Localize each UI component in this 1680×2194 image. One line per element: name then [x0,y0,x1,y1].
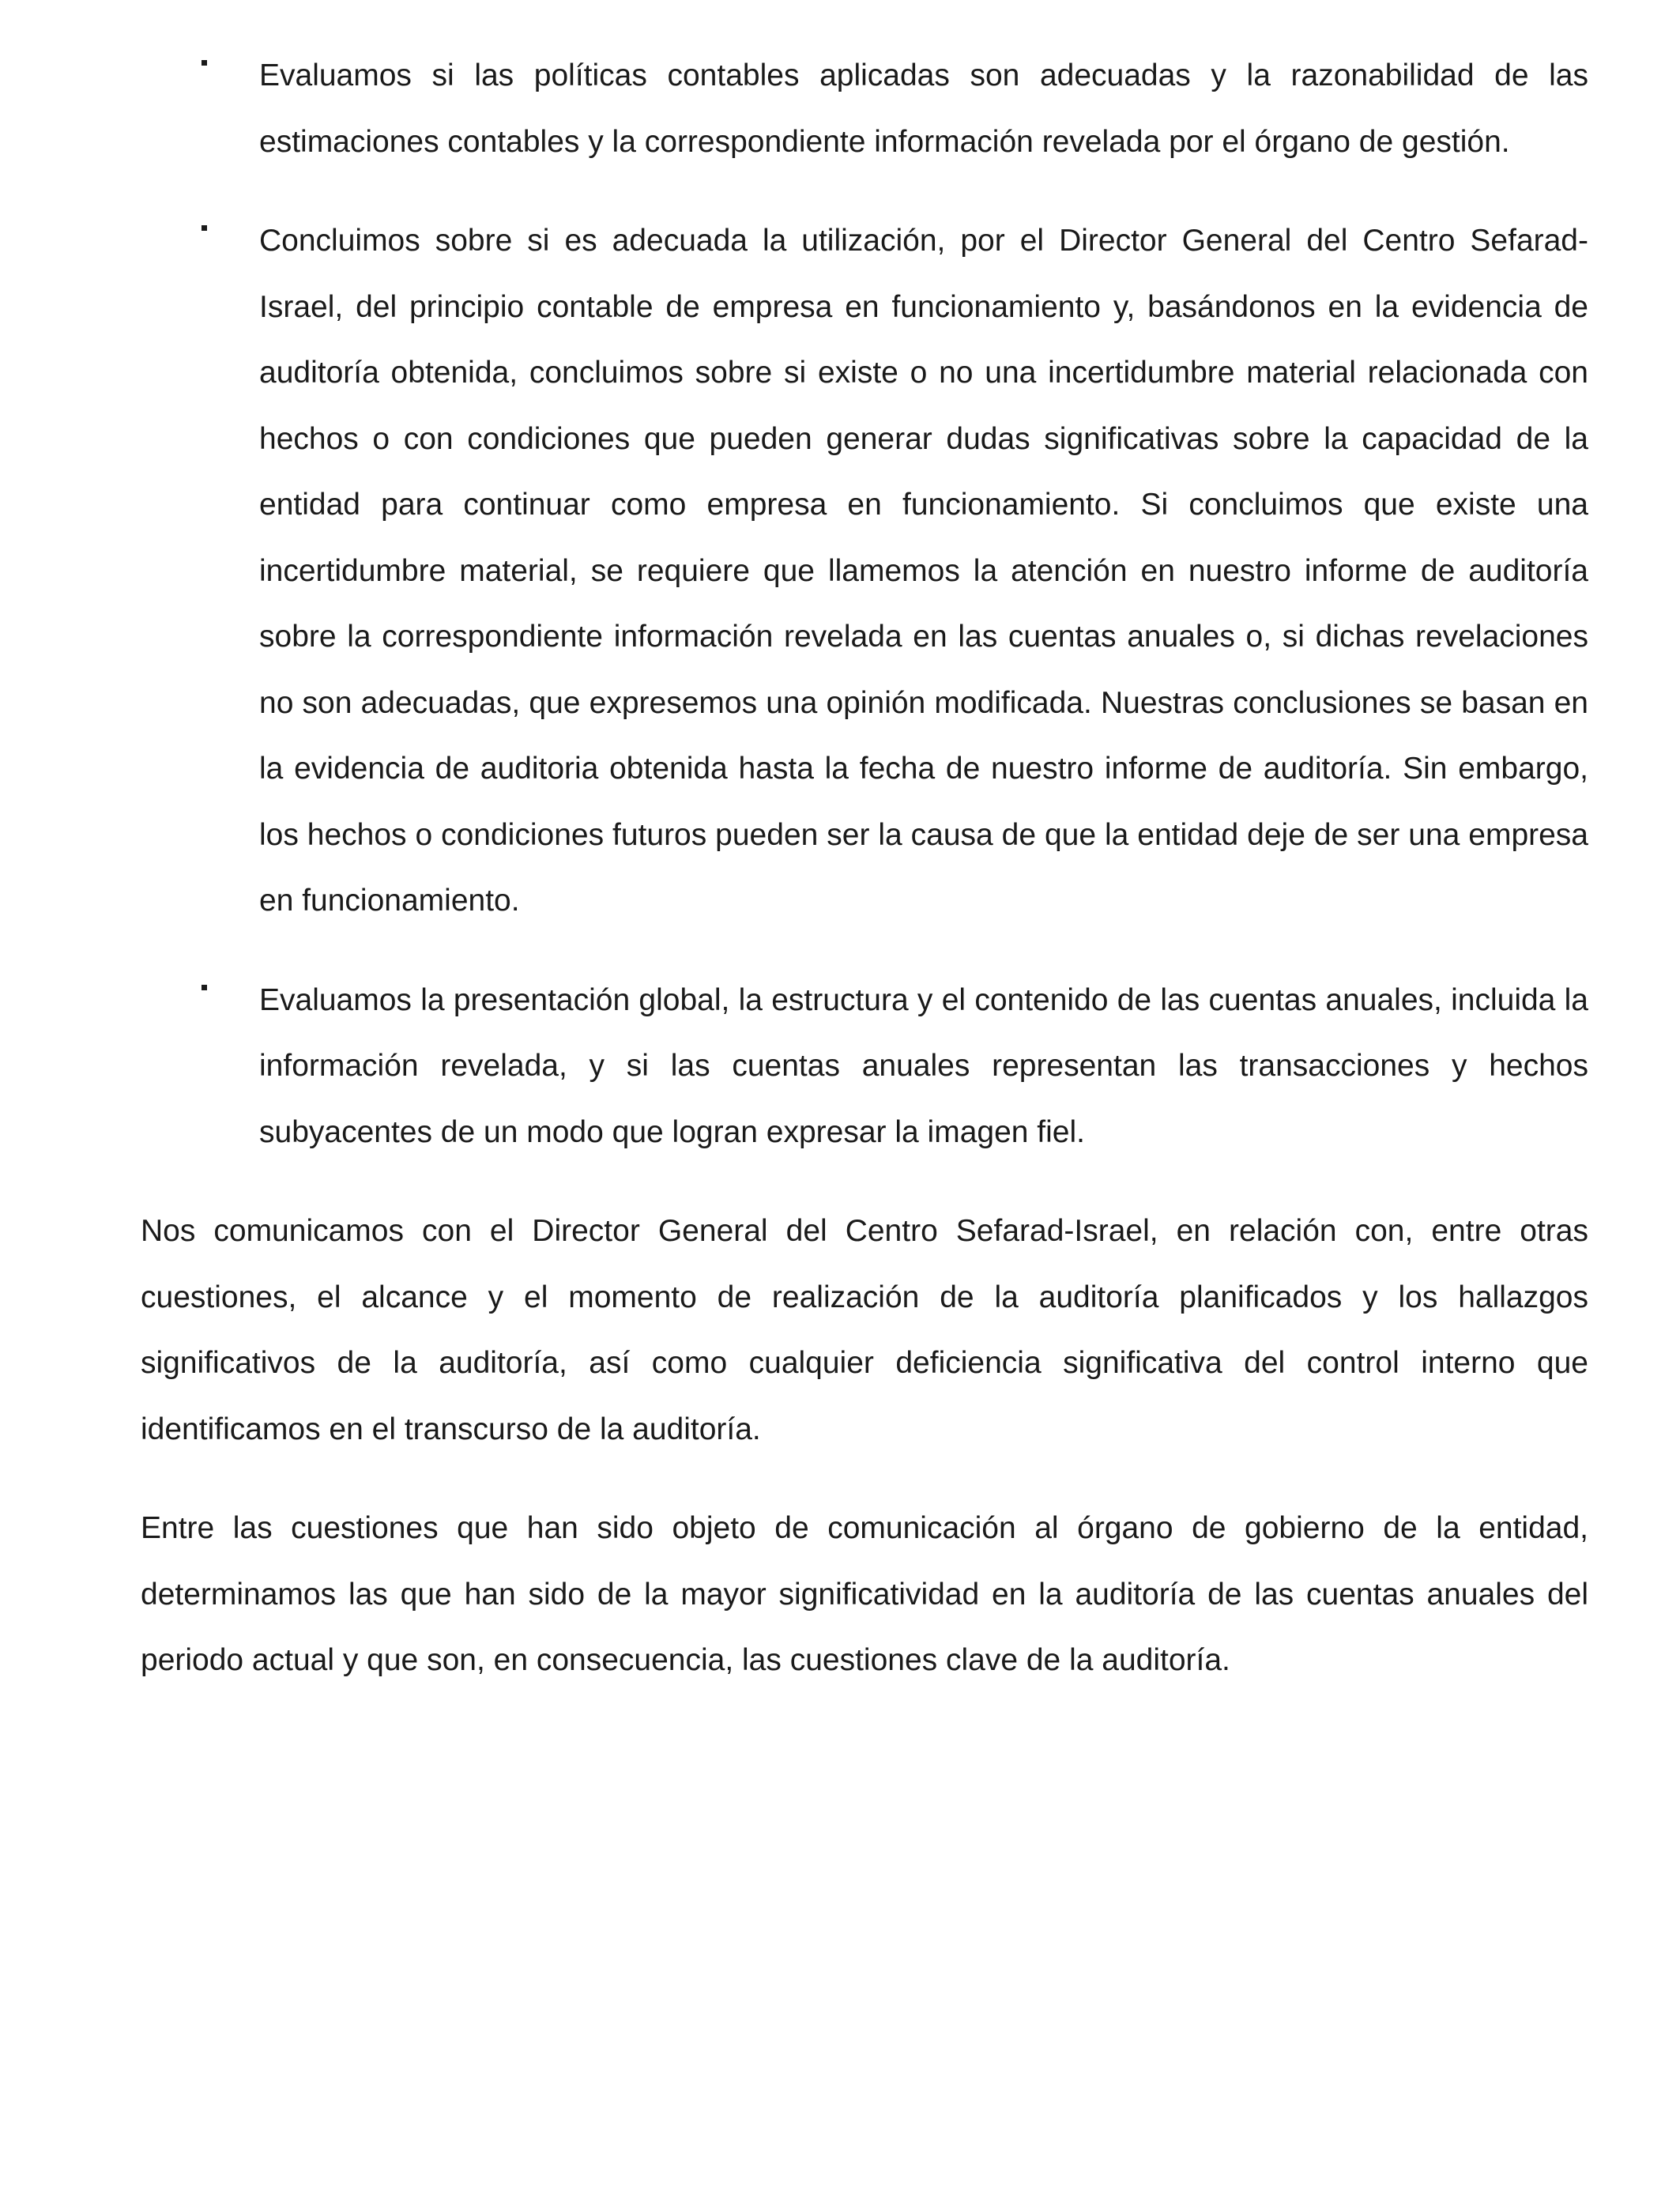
bullet-text: Concluimos sobre si es adecuada la utilización, por el Director General del Centro Sefarad-Israel, del principio contable de empresa en funcionamiento y, basándonos en la evidencia de auditoría obtenida, concluimos sobre si existe o no una incertidumbre material relacionada con hechos o con condiciones que pueden generar dudas significativas sobre la capacidad de la entidad para continuar como empresa en funcionamiento. Si concluimos que existe una incertidumbre material, se requiere que llamemos la atención en nuestro informe de auditoría sobre la correspondiente información revelada en las cuentas anuales o, si dichas revelaciones no son adecuadas, que expresemos una opinión modificada. Nuestras conclusiones se basan en la evidencia de auditoria obtenida hasta la fecha de nuestro informe de auditoría. Sin embargo, los hechos o condiciones futuros pueden ser la causa de que la entidad deje de ser una empresa en funcionamiento. [259,224,1588,918]
document-body [141,43,1588,1727]
bullet-text: Evaluamos la presentación global, la estructura y el contenido de las cuentas anuales, incluida la información revelada, y si las cuentas anuales representan las transacciones y hechos subyacentes de un modo que logran expresar la imagen fiel. [259,982,1588,1149]
paragraph-key-matters: Entre las cuestiones que han sido objeto de comunicación al órgano de gobierno de la entidad, determinamos las que han sido de la mayor significatividad en la auditoría de las cuentas anuales del periodo actual y que son, en consecuencia, las cuestiones clave de la auditoría. [141,1511,1588,1677]
bullet-item-going-concern [141,208,1588,934]
square-bullet-icon [202,60,207,66]
bullet-item-policies [141,43,1588,175]
bullet-item-presentation [141,967,1588,1166]
paragraph-communication: Nos comunicamos con el Director General del Centro Sefarad-Israel, en relación con, entre otras cuestiones, el alcance y el momento de realización de la auditoría planificados y los hallazgos significativos de la auditoría, así como cualquier deficiencia significativa del control interno que identificamos en el transcurso de la auditoría. [141,1214,1588,1446]
bullet-list [141,43,1588,1165]
bullet-text: Evaluamos si las políticas contables aplicadas son adecuadas y la razonabilidad de las estimaciones contables y la correspondiente información revelada por el órgano de gestión. [259,58,1588,159]
square-bullet-icon [202,985,207,990]
square-bullet-icon [202,225,207,231]
